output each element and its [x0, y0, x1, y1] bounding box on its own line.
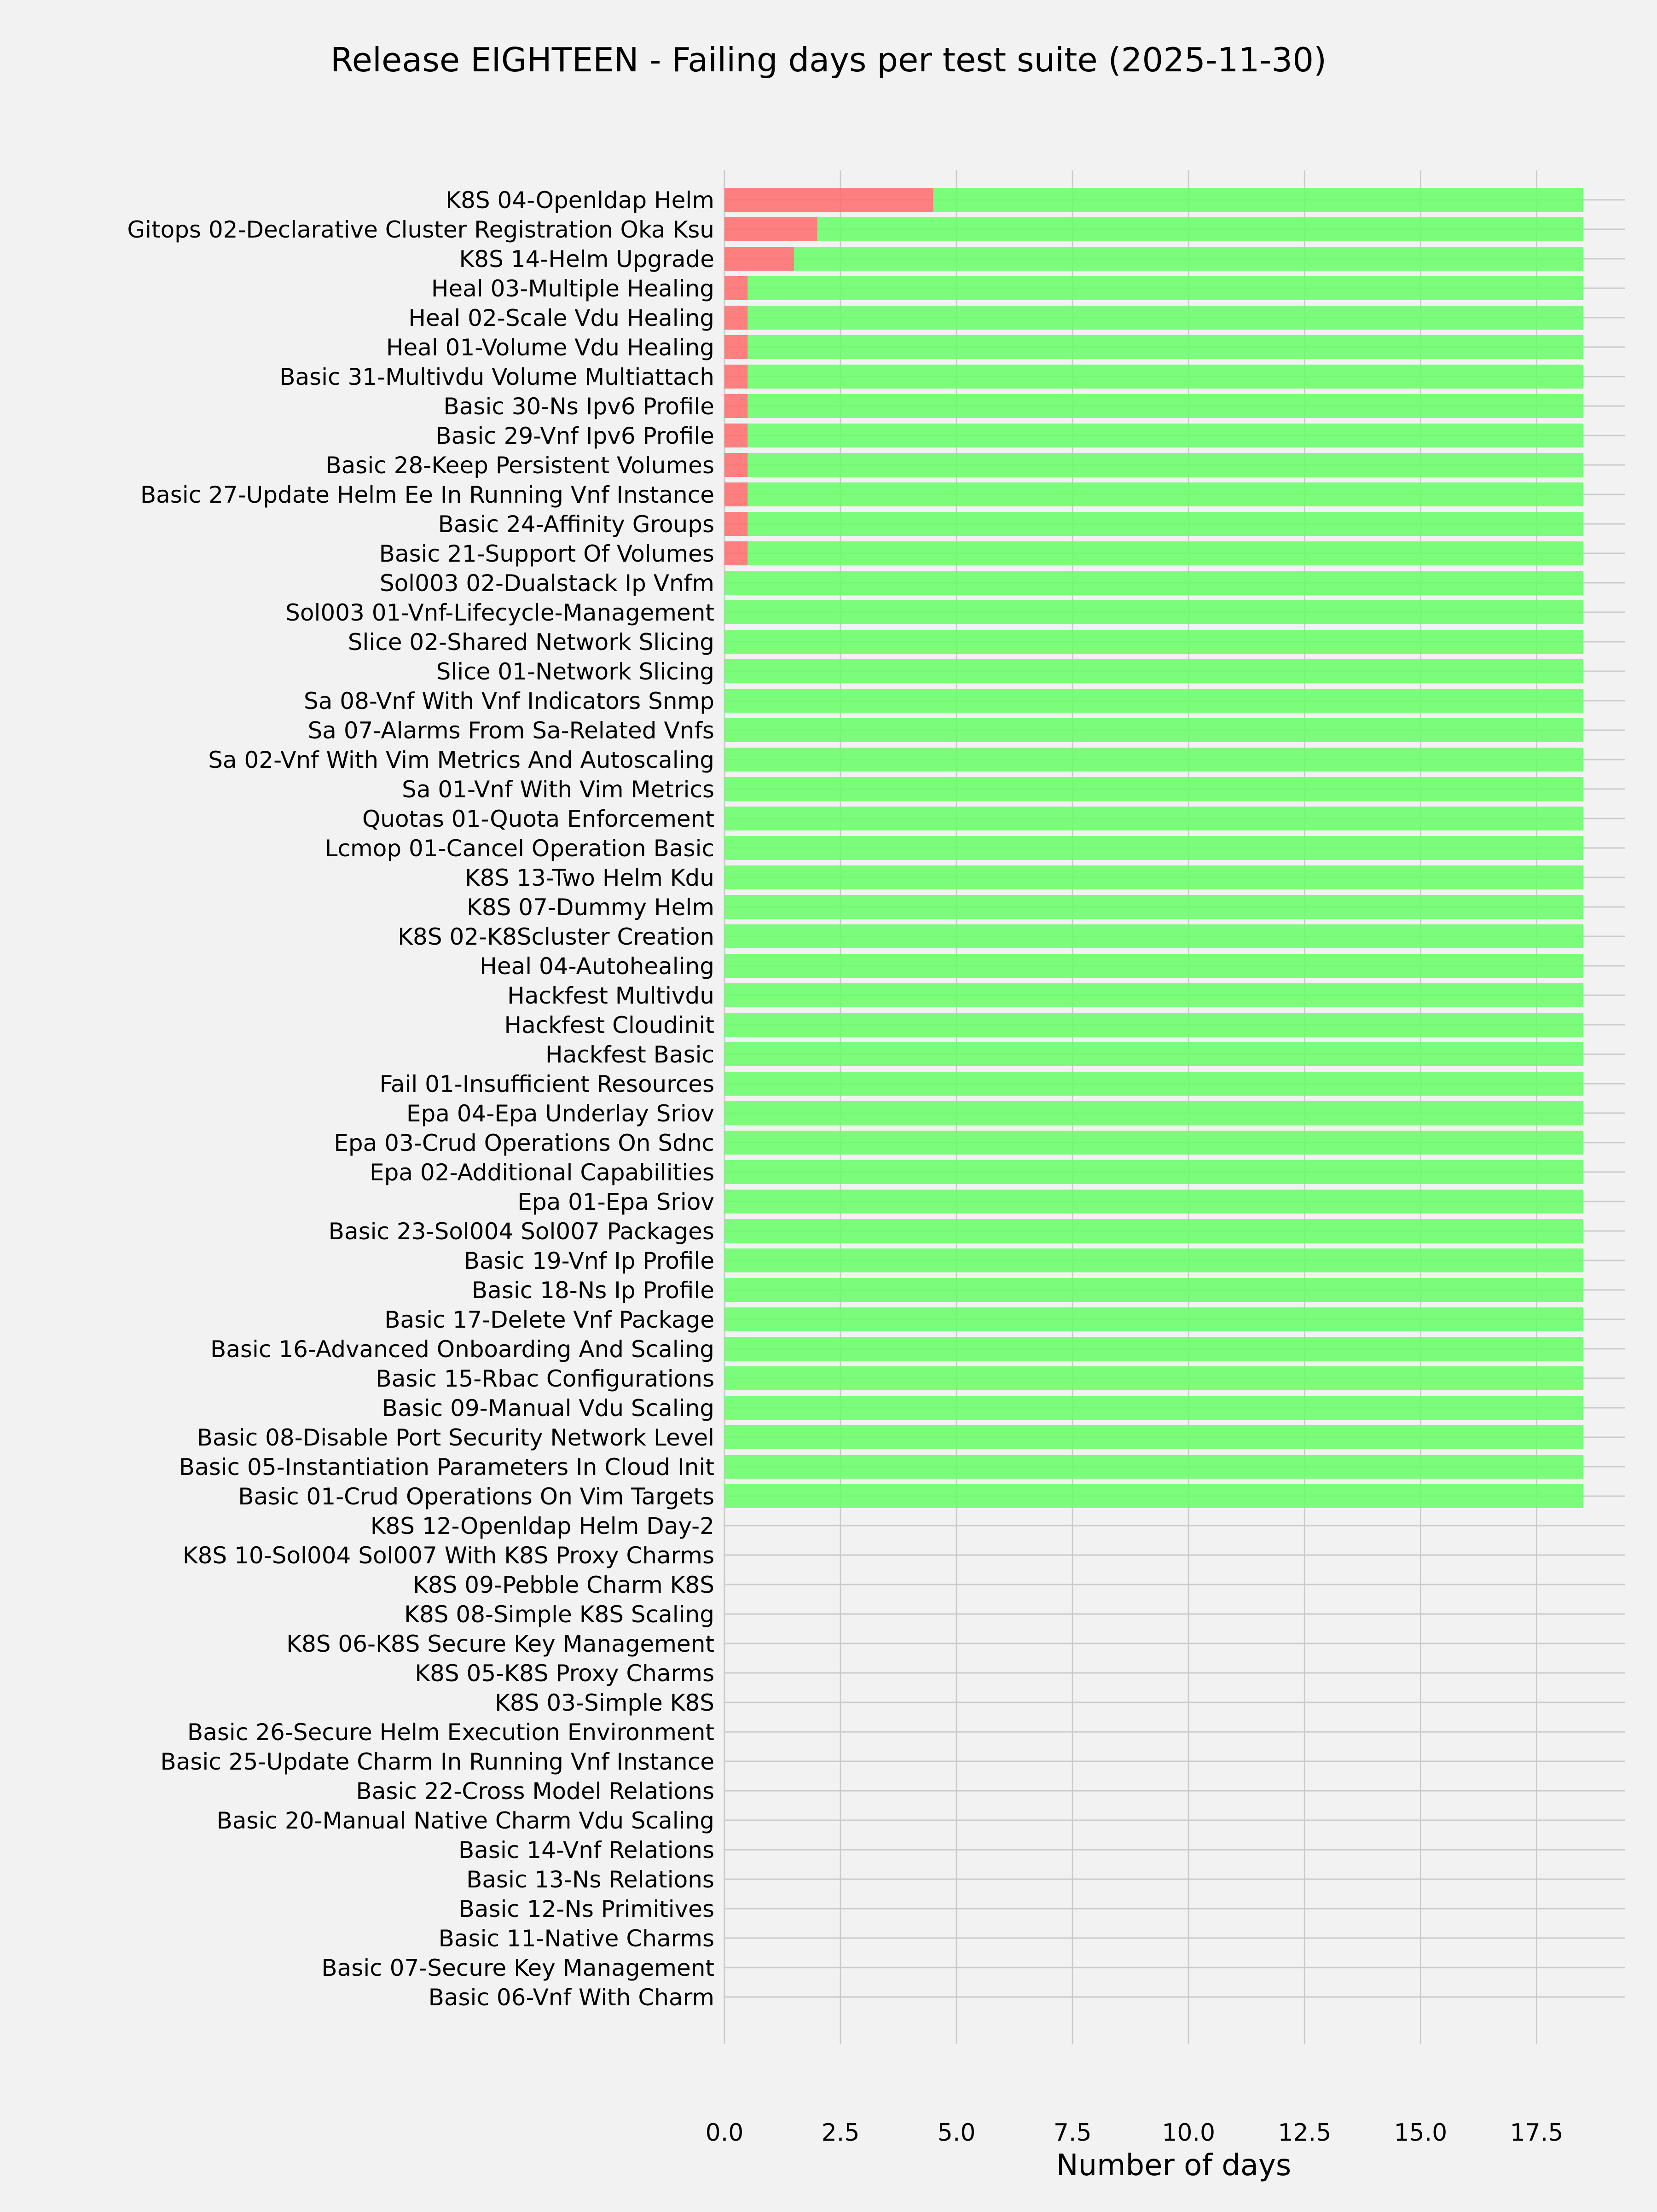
bar-failing — [724, 424, 747, 447]
y-tick-label: Sa 01-Vnf With Vim Metrics — [402, 776, 714, 803]
bar-passing — [724, 1013, 1583, 1037]
y-tick-label: K8S 08-Simple K8S Scaling — [404, 1601, 714, 1628]
bar-passing — [747, 424, 1583, 447]
y-tick-label: Basic 30-Ns Ipv6 Profile — [443, 393, 714, 420]
bar-passing — [724, 1278, 1583, 1302]
bar-passing — [724, 1219, 1583, 1243]
y-tick-label: Basic 05-Instantiation Parameters In Cloud Init — [179, 1454, 714, 1480]
bar-passing — [724, 954, 1583, 978]
bar-passing — [724, 777, 1583, 801]
bar-passing — [724, 1131, 1583, 1155]
bar-failing — [724, 335, 747, 359]
y-tick-label: Heal 04-Autohealing — [480, 953, 714, 980]
x-tick-label: 7.5 — [1053, 2119, 1092, 2147]
x-tick-label: 12.5 — [1278, 2119, 1332, 2147]
x-tick-label: 5.0 — [937, 2119, 976, 2147]
bar-failing — [724, 247, 794, 271]
bar-failing — [724, 512, 747, 536]
bar-passing — [724, 748, 1583, 772]
y-tick-label: K8S 04-Openldap Helm — [446, 187, 714, 214]
bar-passing — [724, 1307, 1583, 1331]
x-tick-label: 17.5 — [1510, 2119, 1564, 2147]
y-tick-label: Basic 21-Support Of Volumes — [379, 540, 714, 567]
bar-passing — [747, 482, 1583, 506]
bar-passing — [724, 924, 1583, 948]
bar-passing — [724, 1484, 1583, 1508]
y-tick-label: Basic 18-Ns Ip Profile — [471, 1277, 714, 1304]
bar-passing — [724, 1455, 1583, 1479]
y-tick-label: Slice 01-Network Slicing — [436, 658, 714, 685]
bar-passing — [724, 836, 1583, 860]
y-tick-label: Sol003 01-Vnf-Lifecycle-Management — [285, 599, 714, 626]
bar-passing — [724, 630, 1583, 654]
bar-passing — [724, 600, 1583, 624]
bar-passing — [724, 1248, 1583, 1272]
y-tick-label: K8S 12-Openldap Helm Day-2 — [370, 1513, 714, 1539]
y-tick-label: Fail 01-Insufficient Resources — [379, 1071, 714, 1097]
bar-passing — [747, 394, 1583, 418]
bar-passing — [794, 247, 1583, 271]
y-tick-label: Basic 22-Cross Model Relations — [356, 1778, 714, 1805]
y-tick-label: Hackfest Multivdu — [507, 982, 714, 1009]
y-tick-label: K8S 07-Dummy Helm — [467, 894, 714, 921]
y-tick-label: Heal 01-Volume Vdu Healing — [386, 334, 714, 361]
x-axis-label: Number of days — [1056, 2148, 1292, 2183]
y-tick-label: Sa 07-Alarms From Sa-Related Vnfs — [307, 717, 714, 744]
bar-failing — [724, 394, 747, 418]
y-tick-label: Basic 23-Sol004 Sol007 Packages — [328, 1218, 714, 1245]
bar-passing — [724, 895, 1583, 919]
y-tick-label: Basic 11-Native Charms — [438, 1925, 714, 1952]
bar-passing — [747, 512, 1583, 536]
y-tick-label: K8S 13-Two Helm Kdu — [464, 865, 714, 891]
bar-passing — [724, 659, 1583, 683]
bar-failing — [724, 482, 747, 506]
y-tick-label: K8S 02-K8Scluster Creation — [398, 923, 714, 950]
y-tick-label: Quotas 01-Quota Enforcement — [362, 806, 714, 832]
bar-passing — [724, 1072, 1583, 1096]
y-tick-label: Basic 06-Vnf With Charm — [428, 1984, 714, 2011]
y-tick-label: Basic 19-Vnf Ip Profile — [463, 1248, 714, 1274]
bar-passing — [747, 306, 1583, 330]
x-tick-label: 15.0 — [1394, 2119, 1448, 2147]
y-tick-label: Basic 16-Advanced Onboarding And Scaling — [210, 1336, 714, 1363]
y-tick-label: Basic 26-Secure Helm Execution Environment — [187, 1719, 714, 1746]
bar-failing — [724, 365, 747, 389]
y-tick-label: Basic 15-Rbac Configurations — [376, 1365, 714, 1392]
bar-passing — [724, 1101, 1583, 1125]
bar-failing — [724, 217, 817, 241]
y-tick-label: Hackfest Basic — [545, 1041, 714, 1068]
y-tick-label: Basic 01-Crud Operations On Vim Targets — [238, 1483, 714, 1510]
bar-passing — [724, 1366, 1583, 1390]
bar-passing — [724, 689, 1583, 713]
bar-passing — [724, 865, 1583, 889]
bar-passing — [747, 541, 1583, 565]
y-tick-label: Basic 20-Manual Native Charm Vdu Scaling — [216, 1807, 714, 1834]
bar-passing — [933, 188, 1583, 212]
bar-passing — [724, 1190, 1583, 1213]
bar-passing — [724, 1425, 1583, 1449]
bar-failing — [724, 541, 747, 565]
bar-passing — [724, 807, 1583, 830]
x-tick-label: 10.0 — [1162, 2119, 1216, 2147]
x-tick-label: 2.5 — [821, 2119, 860, 2147]
y-tick-label: K8S 03-Simple K8S — [495, 1689, 714, 1716]
y-tick-label: Sa 08-Vnf With Vnf Indicators Snmp — [304, 688, 714, 714]
bar-passing — [724, 983, 1583, 1007]
y-tick-label: Epa 03-Crud Operations On Sdnc — [334, 1130, 714, 1156]
y-tick-label: Epa 04-Epa Underlay Sriov — [406, 1100, 714, 1127]
y-tick-label: Basic 12-Ns Primitives — [458, 1896, 714, 1922]
y-tick-label: K8S 09-Pebble Charm K8S — [413, 1572, 714, 1598]
bar-passing — [724, 1160, 1583, 1184]
y-tick-label: Basic 07-Secure Key Management — [321, 1955, 714, 1981]
bar-failing — [724, 453, 747, 477]
y-tick-label: Gitops 02-Declarative Cluster Registration Oka Ksu — [127, 216, 714, 243]
y-tick-label: K8S 05-K8S Proxy Charms — [415, 1660, 714, 1687]
y-tick-label: Basic 08-Disable Port Security Network Level — [197, 1424, 714, 1451]
y-tick-label: Sa 02-Vnf With Vim Metrics And Autoscaling — [208, 747, 714, 773]
bar-passing — [817, 217, 1583, 241]
y-tick-label: Heal 02-Scale Vdu Healing — [408, 305, 714, 331]
bar-passing — [747, 276, 1583, 300]
y-tick-label: Basic 25-Update Charm In Running Vnf Instance — [160, 1748, 714, 1775]
y-tick-label: Basic 14-Vnf Relations — [458, 1837, 714, 1864]
y-tick-label: Epa 01-Epa Sriov — [517, 1189, 714, 1215]
y-tick-label: Basic 31-Multivdu Volume Multiattach — [279, 364, 714, 390]
y-tick-label: Slice 02-Shared Network Slicing — [348, 629, 714, 656]
chart-title: Release EIGHTEEN - Failing days per test suite (2025-11-30) — [330, 41, 1327, 79]
y-tick-label: Basic 17-Delete Vnf Package — [384, 1306, 714, 1333]
y-tick-label: K8S 14-Helm Upgrade — [459, 246, 714, 273]
y-tick-label: Heal 03-Multiple Healing — [431, 275, 714, 302]
y-tick-label: Basic 24-Affinity Groups — [438, 511, 714, 538]
y-tick-label: Basic 09-Manual Vdu Scaling — [382, 1395, 714, 1422]
bar-failing — [724, 306, 747, 330]
bar-passing — [724, 1337, 1583, 1361]
bar-passing — [724, 1396, 1583, 1420]
y-tick-label: Basic 27-Update Helm Ee In Running Vnf Instance — [140, 482, 714, 508]
y-tick-label: Sol003 02-Dualstack Ip Vnfm — [379, 570, 714, 597]
bar-passing — [724, 1042, 1583, 1066]
y-tick-label: Basic 28-Keep Persistent Volumes — [325, 452, 714, 479]
y-tick-label: Lcmop 01-Cancel Operation Basic — [324, 835, 714, 862]
y-tick-label: Hackfest Cloudinit — [504, 1012, 714, 1039]
y-tick-label: Epa 02-Additional Capabilities — [370, 1159, 714, 1186]
bar-passing — [724, 718, 1583, 742]
bar-failing — [724, 188, 933, 212]
x-tick-label: 0.0 — [705, 2119, 744, 2147]
bar-passing — [747, 365, 1583, 389]
y-tick-label: K8S 10-Sol004 Sol007 With K8S Proxy Charms — [182, 1542, 714, 1569]
bar-passing — [724, 571, 1583, 595]
y-tick-label: Basic 29-Vnf Ipv6 Profile — [435, 423, 714, 449]
bar-layer — [724, 188, 1583, 1508]
bar-passing — [747, 335, 1583, 359]
y-tick-label: K8S 06-K8S Secure Key Management — [286, 1631, 714, 1657]
bar-passing — [747, 453, 1583, 477]
y-tick-label: Basic 13-Ns Relations — [466, 1866, 714, 1893]
bar-failing — [724, 276, 747, 300]
